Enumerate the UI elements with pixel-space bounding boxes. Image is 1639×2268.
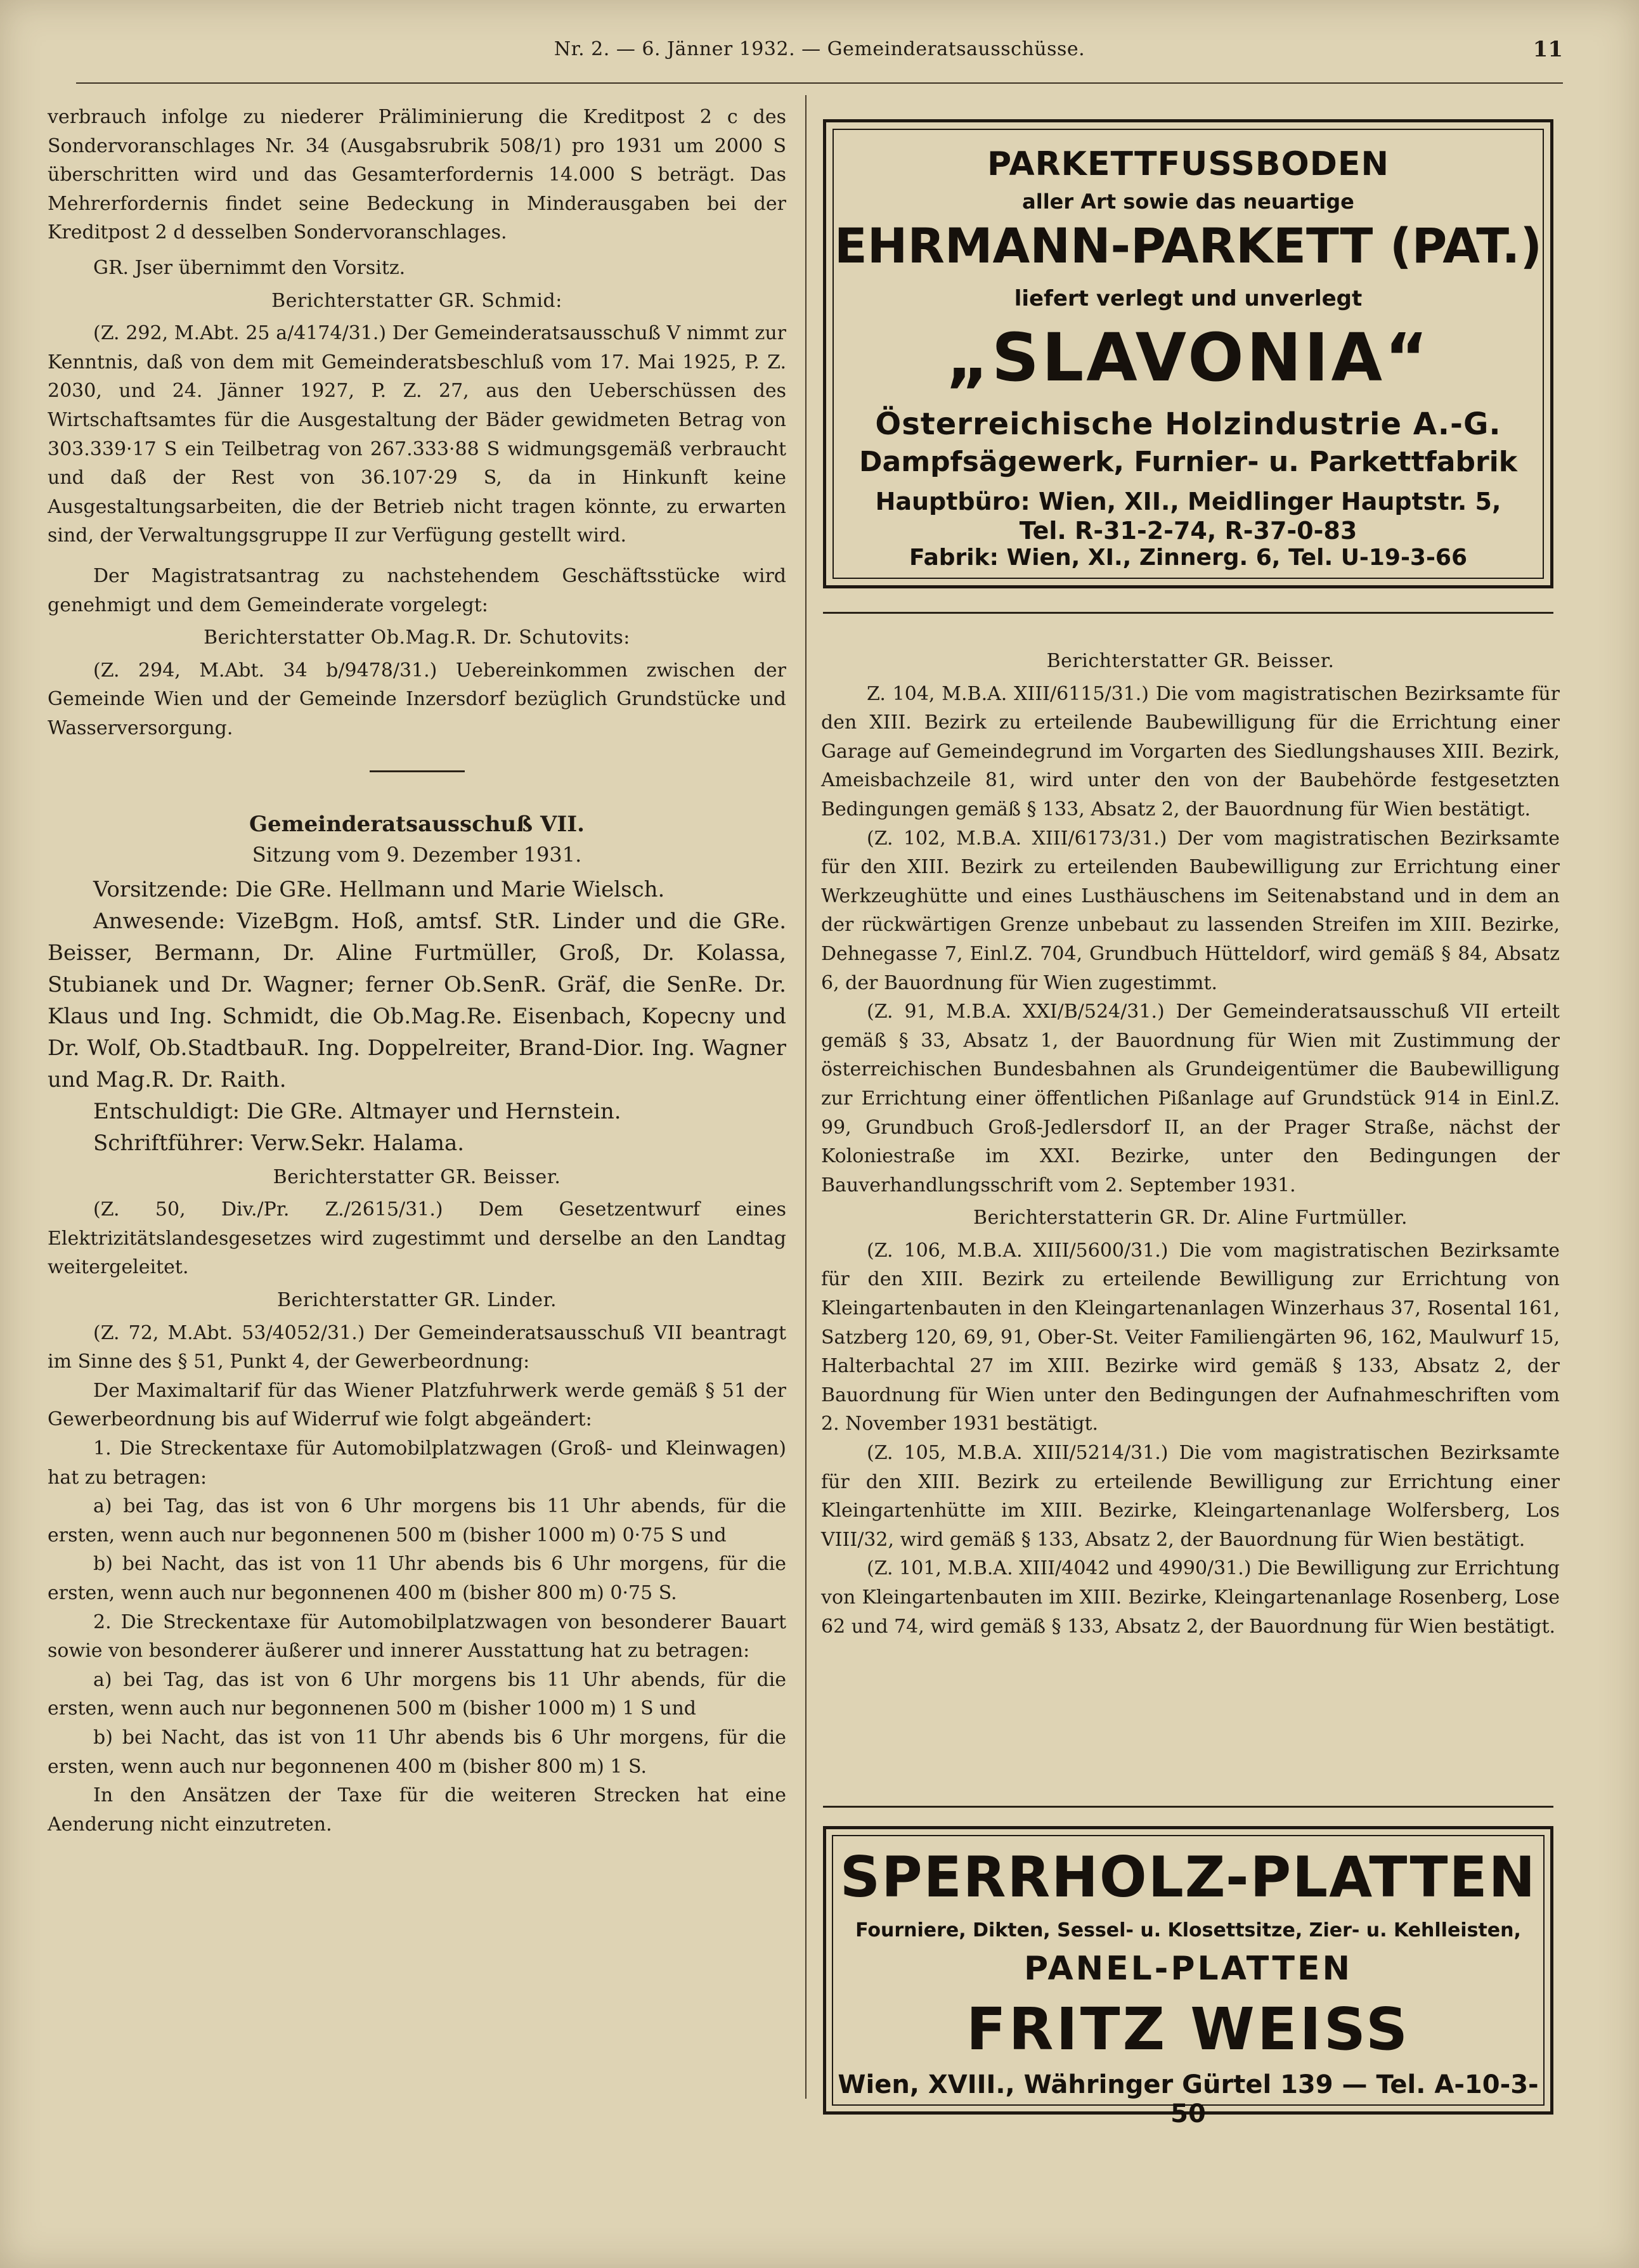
header-rule xyxy=(76,82,1563,84)
ad-brand-name: „SLAVONIA“ xyxy=(945,319,1431,396)
paragraph: a) bei Tag, das ist von 6 Uhr morgens bis 11 Uhr abends, für die ersten, wenn auch nur begonnenen 500 m (bisher 1000 m) 1 S und xyxy=(48,1668,786,1720)
running-title: Nr. 2. — 6. Jänner 1932. — Gemeinderatsausschüsse. xyxy=(554,38,1085,60)
running-header xyxy=(76,33,1563,71)
paragraph: GR. Jser übernimmt den Vorsitz. xyxy=(93,256,406,279)
ad-headline: PARKETTFUSSBODEN xyxy=(987,145,1389,183)
section-title: Gemeinderatsausschuß VII. xyxy=(249,812,585,838)
ad-text: Fourniere, Dikten, Sessel- u. Klosettsitze, Zier- u. Kehlleisten, xyxy=(855,1919,1521,1941)
reporter-line: Berichterstatter Ob.Mag.R. Dr. Schutovits: xyxy=(204,626,630,649)
column-divider xyxy=(805,95,807,2099)
paragraph: 1. Die Streckentaxe für Automobilplatzwagen (Groß- und Kleinwagen) hat zu betragen: xyxy=(48,1437,786,1489)
paragraph: b) bei Nacht, das ist von 11 Uhr abends bis 6 Uhr morgens, für die ersten, wenn auch nur begonnenen 400 m (bisher 800 m) 1 S. xyxy=(48,1726,786,1778)
advertisement-parkett xyxy=(823,119,1553,588)
paragraph: (Z. 101, M.B.A. XIII/4042 und 4990/31.) Die Bewilligung zur Errichtung von Kleingartenbauten im XIII. Bezirke, Kleingartenanlage Rosenberg, Lose 62 und 74, wird gemäß § 133, Absatz 2, der Bauordnung für Wien bestätigt. xyxy=(821,1557,1560,1638)
paragraph: b) bei Nacht, das ist von 11 Uhr abends bis 6 Uhr morgens, für die ersten, wenn auch nur begonnenen 400 m (bisher 800 m) 0·75 S. xyxy=(48,1553,786,1604)
paragraph: Z. 104, M.B.A. XIII/6115/31.) Die vom magistratischen Bezirksamte für den XIII. Bezirk zu erteilende Baubewilligung für die Errichtung einer Garage auf Gemeindegrund im Vorgarten des Siedlungshauses XIII. Bezirk, Ameisbachzeile 81, wird unter den von der Baubehörde festgesetzten Bedingungen gemäß § 133, Absatz 2, der Bauordnung für Wien bestätigt. xyxy=(821,682,1560,820)
ad-separator-rule xyxy=(823,1806,1553,1808)
paragraph: (Z. 72, M.Abt. 53/4052/31.) Der Gemeinderatsausschuß VII beantragt im Sinne des § 51, Punkt 4, der Gewerbeordnung: xyxy=(48,1321,786,1373)
ad-text: liefert verlegt und unverlegt xyxy=(1014,286,1363,311)
ad-headline: SPERRHOLZ-PLATTEN xyxy=(839,1844,1537,1910)
spacer xyxy=(48,550,786,562)
paragraph: (Z. 91, M.B.A. XXI/B/524/31.) Der Gemeinderatsausschuß VII erteilt gemäß § 33, Absatz 1, der Bauordnung für Wien mit Zustimmung der österreichischen Bundesbahnen als Grundeigentümer die Baubewilligung zur Errichtung einer öffentlichen Pißanlage auf Grundstück 914 in Einl.Z. 99, Grundbuch Groß-Jedlersdorf II, an der Prager Straße, nächst der Koloniestraße im XXI. Bezirke, unter den Bedingungen der Bauverhandlungsschrift vom 2. September 1931. xyxy=(821,1001,1560,1196)
paragraph: (Z. 294, M.Abt. 34 b/9478/31.) Uebereinkommen zwischen der Gemeinde Wien und der Gemeinde Inzersdorf bezüglich Grundstücke und Wasserversorgung. xyxy=(48,659,786,739)
paragraph: a) bei Tag, das ist von 6 Uhr morgens bis 11 Uhr abends, für die ersten, wenn auch nur begonnenen 500 m (bisher 1000 m) 0·75 S und xyxy=(48,1495,786,1546)
section-separator xyxy=(370,770,465,772)
ad-factory-address: Fabrik: Wien, XI., Zinnerg. 6, Tel. U-19-3-66 xyxy=(909,545,1467,571)
ad-product-name: PANEL-PLATTEN xyxy=(1024,1950,1352,1988)
paragraph: Der Magistratsantrag zu nachstehendem Geschäftsstücke wird genehmigt und dem Gemeinderate vorgelegt: xyxy=(48,564,786,616)
paragraph: (Z. 105, M.B.A. XIII/5214/31.) Die vom magistratischen Bezirksamte für den XIII. Bezirk zu erteilende Bewilligung zur Errichtung einer Kleingartenhütte im XIII. Bezirke, Kleingartenanlage Wolfersberg, Los VIII/32, wird gemäß § 133, Absatz 2, der Bauordnung für Wien bestätigt. xyxy=(821,1442,1560,1551)
reporter-line: Berichterstatterin GR. Dr. Aline Furtmüller. xyxy=(973,1207,1408,1229)
right-column xyxy=(821,647,1560,1641)
paragraph: Der Maximaltarif für das Wiener Platzfuhrwerk werde gemäß § 51 der Gewerbeordnung bis auf Widerruf wie folgt abgeändert: xyxy=(48,1379,786,1431)
paragraph: verbrauch infolge zu niederer Präliminierung die Kreditpost 2 c des Sondervoranschlages Nr. 34 (Ausgabsrubrik 508/1) pro 1931 um 2000 S überschritten wird und das Gesamterfordernis 14.000 S beträgt. Das Mehrerfordernis findet seine Bedeckung in Minderausgaben bei der Kreditpost 2 d desselben Sondervoranschlages. xyxy=(48,106,786,244)
present-line: Anwesende: VizeBgm. Hoß, amtsf. StR. Linder und die GRe. Beisser, Bermann, Dr. Aline Furtmüller, Groß, Dr. Kolassa, Stubianek und Dr. Wagner; ferner Ob.SenR. Gräf, die SenRe. Dr. Klaus und Ing. Schmidt, die Ob.Mag.Re. Eisenbach, Kopecny und Dr. Wolf, Ob.StadtbauR. Ing. Doppelreiter, Brand-Dior. Ing. Wagner und Mag.R. Dr. Raith. xyxy=(48,908,786,1092)
ad-company-name: FRITZ WEISS xyxy=(966,1995,1411,2063)
page-number: 11 xyxy=(1532,37,1563,62)
ad-phone: Tel. R-31-2-74, R-37-0-83 xyxy=(1019,517,1357,545)
ad-address: Wien, XVIII., Währinger Gürtel 139 — Tel. A-10-3-50 xyxy=(838,2070,1539,2129)
left-column xyxy=(48,103,786,1839)
ad-address: Hauptbüro: Wien, XII., Meidlinger Hauptstr. 5, xyxy=(875,488,1501,515)
paragraph: (Z. 106, M.B.A. XIII/5600/31.) Die vom magistratischen Bezirksamte für den XIII. Bezirk zu erteilende Bewilligung zur Errichtung von Kleingartenbauten in den Kleingartenanlagen Winzerhaus 37, Rosental 161, Satzberg 120, 69, 91, Ober-St. Veiter Familiengärten 96, 162, Maulwurf 15, Halterbachtal 27 im XIII. Bezirke wird gemäß § 133, Absatz 2, der Bauordnung für Wien unter den Bedingungen der Aufnahmeschriften vom 2. November 1931 bestätigt. xyxy=(821,1239,1560,1435)
reporter-line: Berichterstatter GR. Schmid: xyxy=(271,289,562,312)
paragraph: (Z. 292, M.Abt. 25 a/4174/31.) Der Gemeinderatsausschuß V nimmt zur Kenntnis, daß von dem mit Gemeinderatsbeschluß vom 17. Mai 1925, P. Z. 2030, und 24. Jänner 1927, P. Z. 27, aus den Ueberschüssen des Wirtschaftsamtes für die Ausgestaltung der Bäder gewidmeten Betrag von 303.339·17 S ein Teilbetrag von 267.333·88 S widmungsgemäß verbraucht und daß der Rest von 36.107·29 S, da in Hinkunft keine Ausgestaltungsarbeiten, die der Betrieb nicht tragen könnte, zu erwarten sind, der Verwaltungsgruppe II zur Verfügung gestellt wird. xyxy=(48,322,786,547)
advertisement-sperrholz xyxy=(823,1826,1553,2129)
reporter-line: Berichterstatter GR. Beisser. xyxy=(273,1165,561,1188)
ad-text: Dampfsägewerk, Furnier- u. Parkettfabrik xyxy=(859,446,1517,478)
secretary-line: Schriftführer: Verw.Sekr. Halama. xyxy=(93,1130,465,1156)
reporter-line: Berichterstatter GR. Beisser. xyxy=(1046,650,1335,672)
excused-line: Entschuldigt: Die GRe. Altmayer und Hernstein. xyxy=(93,1098,621,1124)
ad-company-name: Österreichische Holzindustrie A.-G. xyxy=(875,406,1501,442)
ad-product-name: EHRMANN-PARKETT (PAT.) xyxy=(834,217,1543,274)
ad-text: aller Art sowie das neuartige xyxy=(1022,190,1354,214)
session-date: Sitzung vom 9. Dezember 1931. xyxy=(252,843,582,867)
ad-separator-rule xyxy=(823,612,1553,614)
paragraph: (Z. 102, M.B.A. XIII/6173/31.) Der vom magistratischen Bezirksamte für den XIII. Bezirk zu erteilenden Baubewilligung zur Errichtung einer Werkzeughütte und eines Lusthäuschens im Seitenabstand und in dem an der rückwärtigen Grenze unbebaut zu lassenden Streifen im XIII. Bezirke, Dehnegasse 7, Einl.Z. 704, Grundbuch Hütteldorf, wird gemäß § 84, Absatz 6, der Bauordnung für Wien zugestimmt. xyxy=(821,827,1560,994)
reporter-line: Berichterstatter GR. Linder. xyxy=(276,1289,557,1312)
paragraph: In den Ansätzen der Taxe für die weiteren Strecken hat eine Aenderung nicht einzutreten. xyxy=(48,1784,786,1836)
paragraph: 2. Die Streckentaxe für Automobilplatzwagen von besonderer Bauart sowie von besonderer äußerer und innerer Ausstattung hat zu betragen: xyxy=(48,1610,786,1662)
paragraph: (Z. 50, Div./Pr. Z./2615/31.) Dem Gesetzentwurf eines Elektrizitätslandesgesetzes wird zugestimmt und derselbe an den Landtag weitergeleitet. xyxy=(48,1198,786,1279)
chair-line: Vorsitzende: Die GRe. Hellmann und Marie Wielsch. xyxy=(93,876,665,902)
